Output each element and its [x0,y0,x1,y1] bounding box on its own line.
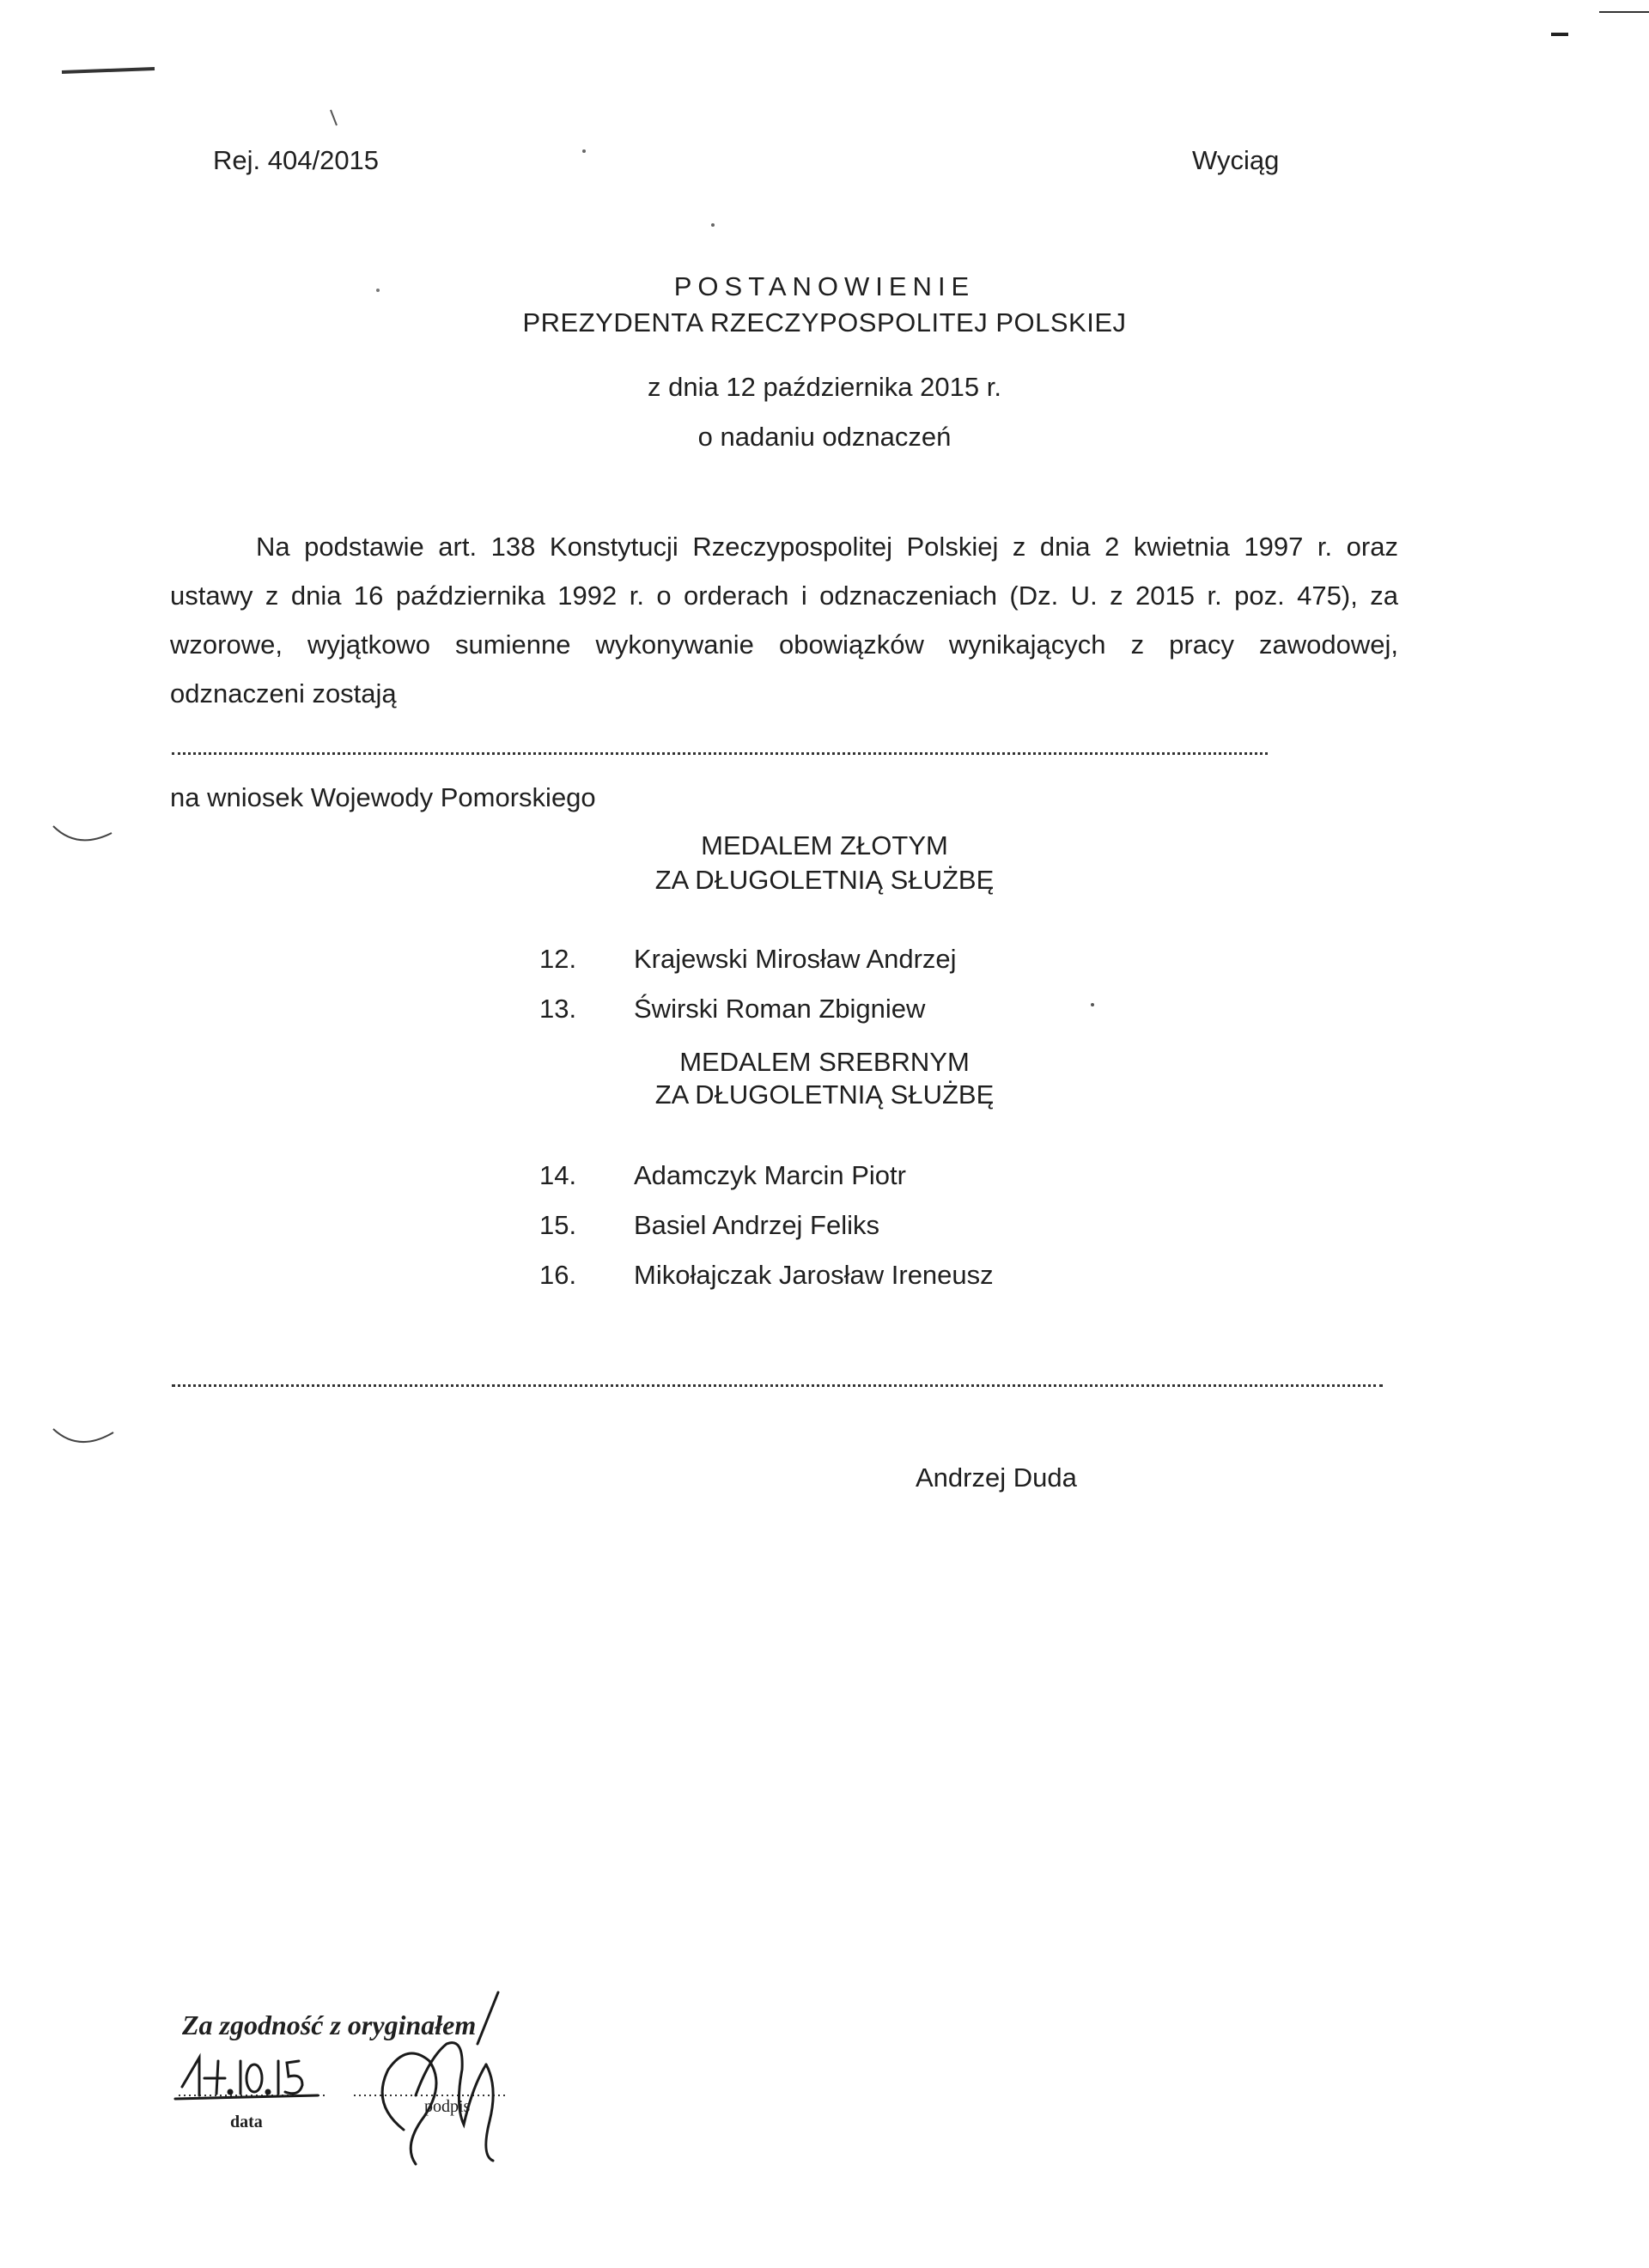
recipient-name: Świrski Roman Zbigniew [634,994,926,1024]
scan-speck [582,149,586,153]
recipient-name: Krajewski Mirosław Andrzej [634,944,957,974]
registry-number: Rej. 404/2015 [213,145,380,175]
recipient-number: 15. [539,1210,577,1240]
scan-mark [331,110,337,125]
punch-hole-mark [53,826,112,840]
recipient-name: Mikołajczak Jarosław Ireneusz [634,1260,994,1290]
stamp-date-label: data [230,2113,263,2131]
stamp-signature-label: podpis [424,2097,471,2116]
recipient-number: 14. [539,1160,577,1190]
handwritten-signature-icon [382,1992,498,2164]
scan-mark [62,69,155,72]
recipient-name: Basiel Andrzej Feliks [634,1210,880,1240]
scan-speck [1091,1003,1094,1006]
scan-speck [376,289,380,292]
punch-hole-mark [53,1429,113,1442]
decision-subject: o nadaniu odznaczeń [697,422,952,452]
silver-medal-subheading: ZA DŁUGOLETNIĄ SŁUŻBĘ [654,1079,995,1110]
certification-stamp-text: Za zgodność z oryginałem [182,2010,477,2040]
recipient-name: Adamczyk Marcin Piotr [634,1160,906,1190]
issuer-title: PREZYDENTA RZECZYPOSPOLITEJ POLSKIEJ [522,307,1127,337]
handwritten-date-icon [175,2058,318,2099]
signer-name: Andrzej Duda [916,1462,1077,1493]
recipient-number: 16. [539,1260,577,1290]
decision-date: z dnia 12 października 2015 r. [648,372,1001,402]
decision-title: POSTANOWIENIE [673,271,976,301]
recipient-number: 13. [539,994,577,1024]
legal-basis-text: Na podstawie art. 138 Konstytucji Rzeczypospolitej Polskiej z dnia 2 kwietnia 1997 r. oraz ustawy z dnia 16 października 1992 r. o orderach i odznaczeniach (Dz. U. z 2015 r. poz. 475), za wzorowe, wyjątkowo sumienne wykonywanie obowiązków wynikających z pracy zawodowej, odznaczeni zostają [170,532,1398,708]
request-line: na wniosek Wojewody Pomorskiego [170,782,596,812]
gold-medal-subheading: ZA DŁUGOLETNIĄ SŁUŻBĘ [654,865,995,895]
gold-medal-heading: MEDALEM ZŁOTYM [701,830,948,860]
recipient-number: 12. [539,944,577,974]
silver-medal-heading: MEDALEM SREBRNYM [679,1047,970,1077]
document-type: Wyciąg [1192,145,1280,175]
scan-speck [711,223,715,227]
